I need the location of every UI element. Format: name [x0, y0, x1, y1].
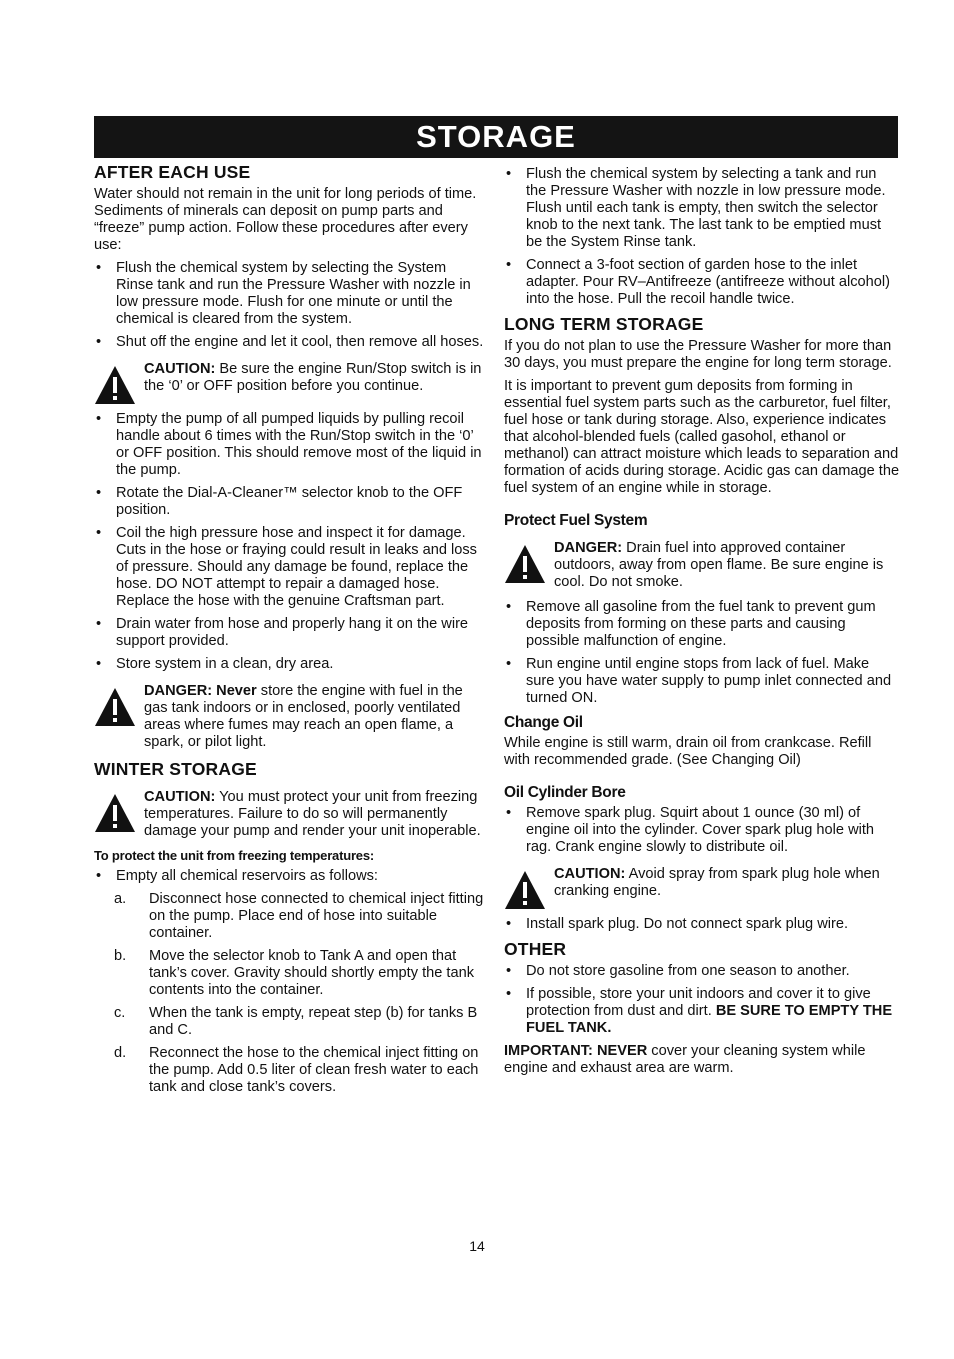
- caution-label: CAUTION:: [554, 866, 626, 882]
- long-term-p2: It is important to prevent gum deposits from forming in essential fuel system parts such as the carburetor, fuel filter, fuel hose or tank during storage. Also, experience indicates that alcohol-blended fuels (called gasohol, ethanol or methanol) can attract moisture which leads to separation and formation of acids during storage. Acidic gas can damage the fuel system of an engine while in storage.: [504, 378, 900, 496]
- oil-cylinder-heading: Oil Cylinder Bore: [504, 784, 626, 801]
- after-each-use-heading: AFTER EACH USE: [94, 162, 251, 182]
- long-term-p1: If you do not plan to use the Pressure Washer for more than 30 days, you must prepare the engine for long term storage.: [504, 338, 892, 371]
- winter-subheading: To protect the unit from freezing temperatures:: [94, 848, 374, 863]
- caution-text: You must protect your unit from freezing temperatures. Failure to do so will permanently damage your pump and render your unit inoperable.: [144, 789, 481, 839]
- list-item: • Run engine until engine stops from lack of fuel. Make sure you have water supply to pump inlet connected and turned ON.: [504, 656, 900, 707]
- danger-drain-fuel: [504, 540, 900, 591]
- important-label: IMPORTANT: NEVER: [504, 1043, 648, 1059]
- caution-spark-plug: [504, 866, 900, 908]
- page-number: 14: [469, 1238, 485, 1254]
- step-letter: b.: [114, 948, 127, 964]
- danger-label: DANGER:: [554, 540, 623, 556]
- after-each-use-intro: Water should not remain in the unit for long periods of time. Sediments of minerals can deposit on pump parts and “freeze” pump action. Follow these procedures after every use:: [94, 186, 477, 253]
- step-item: [94, 1045, 486, 1096]
- list-item: • Rotate the Dial-A-Cleaner™ selector knob to the OFF position.: [94, 485, 486, 519]
- step-letter: d.: [114, 1045, 127, 1061]
- caution-label: CAUTION:: [144, 361, 216, 377]
- danger-text: store the engine with fuel in the gas tank indoors or in enclosed, poorly ventilated areas where fumes may reach an open flame, a spark, or pilot light.: [144, 683, 463, 750]
- list-item: • Remove spark plug. Squirt about 1 ounce (30 ml) of engine oil into the cylinder. Cover spark plug hole with rag. Crank engine slowly to distribute oil.: [504, 805, 900, 856]
- after-each-use-list-2: [94, 411, 486, 673]
- protect-fuel-heading: Protect Fuel System: [504, 512, 648, 529]
- step-text: When the tank is empty, repeat step (b) for tanks B and C.: [149, 1005, 478, 1038]
- list-item: • Empty the pump of all pumped liquids by pulling recoil handle about 6 times with the Run/Stop switch in the ‘0’ or OFF position. This should remove most of the liquid in the pump.: [94, 411, 486, 479]
- danger-label: DANGER: Never: [144, 683, 257, 699]
- winter-list: [94, 868, 486, 1096]
- step-letter: a.: [114, 891, 127, 907]
- other-b2-text: If possible, store your unit indoors and cover it to give protection from dust and dirt.: [526, 986, 871, 1019]
- change-oil-heading: Change Oil: [504, 714, 583, 731]
- list-item: • Drain water from hose and properly hang it on the wire support provided.: [94, 616, 486, 650]
- warning-icon: [94, 793, 136, 833]
- after-each-use-list-1: [94, 260, 486, 351]
- list-item: • Connect a 3-foot section of garden hose to the inlet adapter. Pour RV–Antifreeze (antifreeze without alcohol) into the hose. Pull the recoil handle twice.: [504, 257, 900, 308]
- oil-cylinder-list-1: [504, 805, 900, 856]
- warning-icon: [504, 870, 546, 910]
- winter-continued-list: [504, 166, 900, 308]
- step-text: Disconnect hose connected to chemical inject fitting on the pump. Place end of hose into suitable container.: [149, 891, 484, 941]
- right-column: [504, 166, 900, 1083]
- warning-icon: [94, 687, 136, 727]
- important-text: cover your cleaning system while engine and exhaust area are warm.: [504, 1043, 866, 1076]
- list-item: • Coil the high pressure hose and inspect it for damage. Cuts in the hose or fraying could result in leaks and loss of pressure. Should any damage be found, replace the hose. DO NOT attempt to repair a damaged hose. Replace the hose with the genuine Craftsman part.: [94, 525, 486, 610]
- warning-icon: [504, 544, 546, 584]
- list-item: • Do not store gasoline from one season to another.: [504, 963, 900, 980]
- oil-cylinder-list-2: [504, 916, 900, 933]
- step-item: [94, 891, 486, 942]
- danger-text: Drain fuel into approved container outdoors, away from open flame. Be sure engine is cool. Do not smoke.: [554, 540, 884, 590]
- list-item: • Remove all gasoline from the fuel tank to prevent gum deposits from forming on these parts and causing possible malfunction of engine.: [504, 599, 900, 650]
- step-item: [94, 1005, 486, 1039]
- step-text: Move the selector knob to Tank A and open that tank’s cover. Gravity should shortly empty the tank contents into the container.: [149, 948, 474, 998]
- long-term-storage-heading: LONG TERM STORAGE: [504, 314, 704, 334]
- list-item: • Flush the chemical system by selecting a tank and run the Pressure Washer with nozzle in low pressure mode. Flush until each tank is empty, then switch the selector knob to the next tank. The last tank to be emptied must be the System Rinse tank.: [504, 166, 900, 251]
- step-item: [94, 948, 486, 999]
- warning-icon: [94, 365, 136, 405]
- list-item: • Empty all chemical reservoirs as follows:: [94, 868, 486, 885]
- list-item: • Shut off the engine and let it cool, then remove all hoses.: [94, 334, 486, 351]
- caution-text: Be sure the engine Run/Stop switch is in the ‘0’ or OFF position before you continue.: [144, 361, 482, 394]
- change-oil-text: While engine is still warm, drain oil from crankcase. Refill with recommended grade. (See Changing Oil): [504, 735, 872, 768]
- important-note: [504, 1043, 900, 1077]
- list-item: [504, 986, 900, 1037]
- danger-fuel-storage: [94, 683, 486, 751]
- list-item: • Install spark plug. Do not connect spark plug wire.: [504, 916, 900, 933]
- step-letter: c.: [114, 1005, 126, 1021]
- left-column: [94, 162, 486, 1102]
- other-heading: OTHER: [504, 939, 567, 959]
- list-item: • Flush the chemical system by selecting the System Rinse tank and run the Pressure Washer with nozzle in low pressure mode. Flush for one minute or until the chemical is cleared from the system.: [94, 260, 486, 328]
- step-text: Reconnect the hose to the chemical inject fitting on the pump. Add 0.5 liter of clean fresh water to each tank and close tank’s covers.: [149, 1045, 479, 1095]
- protect-fuel-list: [504, 599, 900, 707]
- page-banner: STORAGE: [94, 116, 898, 158]
- caution-run-stop: [94, 361, 486, 403]
- caution-label: CAUTION:: [144, 789, 216, 805]
- caution-text: Avoid spray from spark plug hole when cranking engine.: [554, 866, 880, 899]
- caution-freezing: [94, 789, 486, 840]
- other-list: [504, 963, 900, 1037]
- list-item: • Store system in a clean, dry area.: [94, 656, 486, 673]
- winter-storage-heading: WINTER STORAGE: [94, 759, 257, 779]
- other-b2-bold: BE SURE TO EMPTY THE FUEL TANK.: [526, 1003, 893, 1036]
